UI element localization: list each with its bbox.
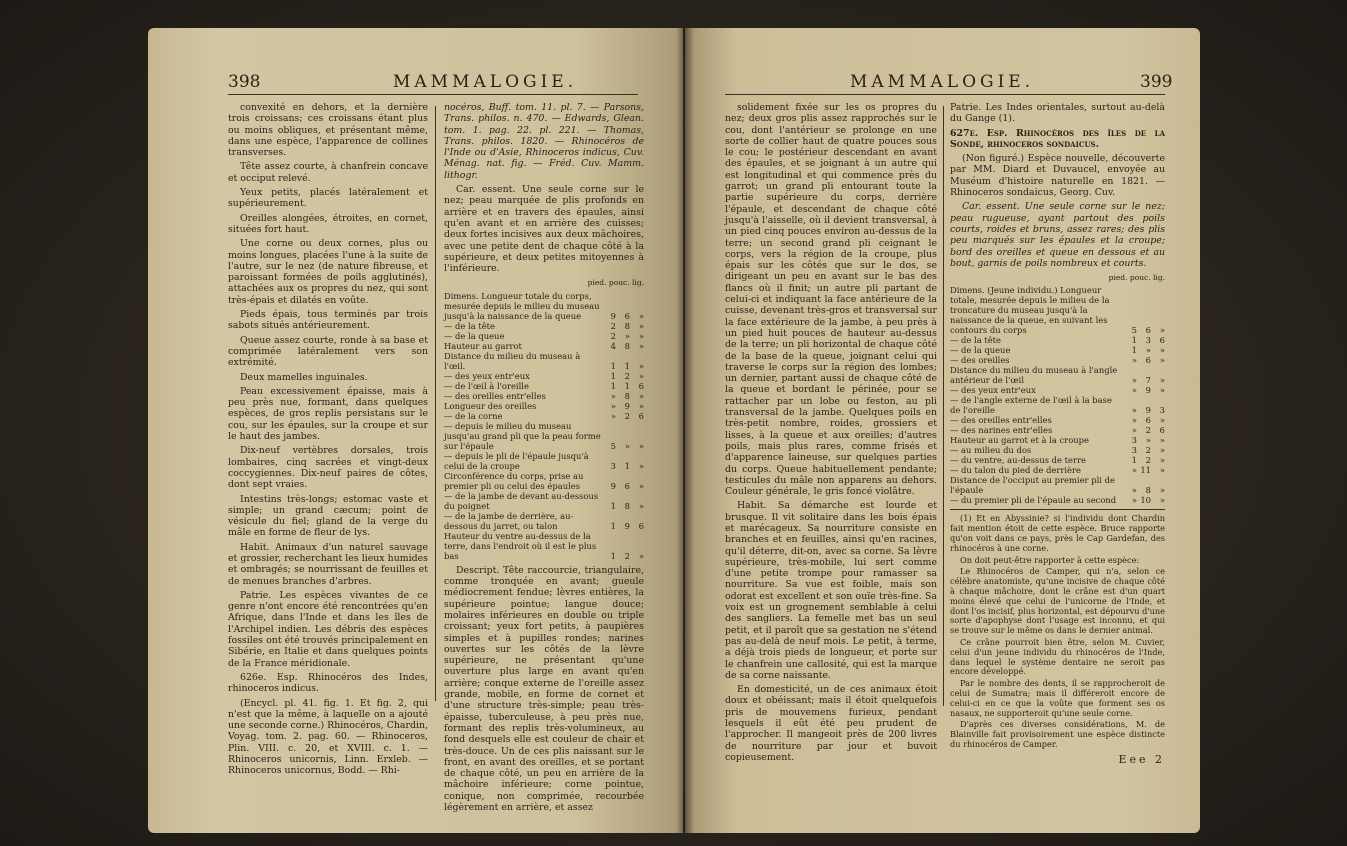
dimensions-table xyxy=(444,291,644,561)
paragraph: Deux mamelles inguinales. xyxy=(240,371,368,383)
dimensions-table xyxy=(950,285,1165,505)
dimension-row: — depuis le pli de l'épaule jusqu'à celui de la croupe 3 1 » xyxy=(444,450,644,471)
dimension-row: Circonférence du corps, prise au premier pli ou celui des épaules 9 6 » xyxy=(444,470,644,491)
dimension-units: pied. pouc. lig. xyxy=(1108,273,1165,283)
dimension-row: — de la tête 1 3 6 xyxy=(950,335,1165,346)
dimension-row: — des narines entr'elles » 2 6 xyxy=(950,425,1165,436)
left-page xyxy=(148,28,683,833)
description-text: Descript. Tête raccourcie, triangulaire, comme tronquée en avant; gueule médiocrement fendue; lèvres entières, la supérieure pointue; langue douce; molaires inférieures en double ou triple croissant; yeux fort petits, à paupières simples et à pupilles rondes; narines ouvertes sur les côtés de la lèvre supérieure, ne présentant qu'une ouverture plus large en avant qu'en arrière; conque externe de l'oreille assez grande, mobile, en forme de cornet et d'une structure très-simple; peau très-épaisse, tuberculeuse, à peu près nue, formant des replis très-volumineux, au fond desquels elle est couleur de chair et très-douce. Un de ces plis naissant sur le front, en avant des oreilles, et se portant de chaque côté, un peu en arrière de la mâchoire inférieure; corne pointue, conique, non comprimée, recourbée légèrement en arrière, et assez xyxy=(444,564,644,813)
dimension-row: — des yeux entr'eux » 9 » xyxy=(950,385,1165,396)
right-page xyxy=(685,28,1200,833)
dimension-row: — des oreilles entr'elles » 8 » xyxy=(444,390,644,401)
species-note: (Non figuré.) Espèce nouvelle, découverte par MM. Diard et Duvaucel, envoyée au Muséum d'histoire naturelle en 1821. — Rhinoceros sondaicus, Georg. Cuv. xyxy=(950,153,1165,199)
footnote-paragraph: D'après ces diverses considérations, M. de Blainville fait provisoirement une espèce distincte du rhinocéros de Camper. xyxy=(950,719,1165,749)
book-gutter xyxy=(676,28,694,833)
paragraph: (Encycl. pl. 41. fig. 1. Et fig. 2, qui n'est que la même, à laquelle on a ajouté une seconde corne.) Rhinocéros, Chardin, Voyag. tom. 2. pag. 60. — Rhinoceros, Plin. VIII. c. 20, et XVIII. c. 1. — Rhinoceros unicornis, Linn. Erxleb. — Rhinoceros unicornus, Bodd. — Rhi- xyxy=(228,697,428,777)
footnote-rule xyxy=(950,509,1165,510)
dimension-row: — du talon du pied de derrière » 11 » xyxy=(950,465,1165,476)
paragraph: solidement fixée sur les os propres du nez; deux gros plis assez rapprochés sur le cou, dont l'antérieur se prolonge en une sorte de collier haut de quatre pouces sous le cou; le postérieur descendant en avant des épaules, et se joignant à un autre qui est longitudinal et qui commence près du garrot; un grand pli entourant toute la partie supérieure du corps, derrière l'épaule, et descendant de chaque côté jusqu'à l'aisselle, où il devient transversal, à un pied cinq pouces environ au-dessus de la terre; un second grand pli ceignant le corps, vers la région de la croupe, plus épais sur les côtés que sur le dos, se dirigeant un peu en avant sur le bas des flancs où il finit; un autre pli partant de celui-ci et indiquant la face antérieure de la cuisse, devenant très-gros et transversal sur la face extérieure de la jambe, à peu près à un pied huit pouces de hauteur au-dessus de la terre; un pli horizontal de chaque côté de la base de la queue, joignant celui qui traverse le corps sur la région des lombes; un dernier, partant aussi de chaque côté de la queue et bordant le périnée, pour se rattacher par un lobe ou feston, au pli transversal de la jambe. Quelques poils en très-petit nombre, roides, grossiers et lisses, à la queue et aux oreilles; d'autres poils, mais plus rares, comme frisés et d'apparence laineuse, sur quelques parties du corps. Queue habituellement pendante; testicules du mâle non apparens au dehors. Couleur générale, le gris foncé violâtre. xyxy=(725,102,937,498)
paragraph: Une corne ou deux cornes, plus ou moins longues, placées l'une à la suite de l'autre, sur le nez (de nature fibreuse, et paroissant formées de poils agglutinés), attachées aux os propres du nez, qui sont très-épais et dilatés en voûte. xyxy=(228,238,428,306)
paragraph: Queue assez courte, ronde à sa base et comprimée latéralement vers son extrémité. xyxy=(228,334,428,369)
footnote-paragraph: Le Rhinocéros de Camper, qui n'a, selon ce célèbre anatomiste, qu'une incisive de chaque côté à chaque mâchoire, dont le crâne est d'un quart moins élevé que celui de l'unicorne de l'Inde, et dont l'os incisif, plus horizontal, est dépourvu d'une sorte d'apophyse dont l'usage est inconnu, et qui se trouve sur le même os dans le dernier animal. xyxy=(950,566,1165,636)
synonymy-text: nocéros, Buff. tom. 11. pl. 7. — Parsons, Trans. philos. n. 470. — Edwards, Glean. tom. 1. pag. 22. pl. 221. — Thomas, Trans. philos. 1820. — Rhinocéros de l'Inde ou d'Asie, Rhinoceros indicus, Cuv. Ménag. nat. fig. — Fréd. Cuv. Mamm. lithogr. xyxy=(444,102,644,181)
left-column-2 xyxy=(444,102,644,816)
dimension-row: — depuis le milieu du museau jusqu'au grand pli que la peau forme sur l'épaule 5 » » xyxy=(444,420,644,451)
header-rule xyxy=(228,94,638,95)
dimension-row: Dimens. Longueur totale du corps, mesurée depuis le milieu du museau jusqu'à la naissance de la queue 9 6 » xyxy=(444,290,644,321)
footnote-paragraph: (1) Et en Abyssinie? si l'individu dont Chardin fait mention étoit de cette espèce. Bruce rapporte qu'on voit dans ce pays, près le Cap Gardefan, des rhinocéros à une corne. xyxy=(950,513,1165,553)
right-column-1 xyxy=(725,102,937,766)
footnote-paragraph: Par le nombre des dents, il se rapprocheroit de celui de Sumatra; mais il différeroit encore de celui-ci en ce que la voûte que forment ses os nasaux, ne supporteroit qu'une seule corne. xyxy=(950,678,1165,718)
dimension-row: — de l'œil à l'oreille 1 1 6 xyxy=(444,380,644,391)
signature-mark: Eee 2 xyxy=(1118,752,1165,766)
paragraph: Pieds épais, tous terminés par trois sabots situés antérieurement. xyxy=(228,309,428,332)
dimension-row: — de la queue 2 » » xyxy=(444,330,644,341)
dimension-row: — de l'angle externe de l'œil à la base de l'oreille » 9 3 xyxy=(950,395,1165,416)
dimension-row: Distance de l'occiput au premier pli de l'épaule » 8 » xyxy=(950,475,1165,496)
essential-characters: Car. essent. Une seule corne sur le nez; peau rugueuse, ayant partout des poils courts, roides et bruns, assez rares; des plis peu marqués sur les épaules et la croupe; bord des oreilles et queue en dessous et au bout, garnis de poils nombreux et courts. xyxy=(950,201,1165,269)
species-heading: 627e. Esp. Rhinocéros des îles de la Sonde, rhinoceros sondaicus. xyxy=(950,127,1165,150)
dimension-row: — au milieu du dos 3 2 » xyxy=(950,445,1165,456)
dimension-row: Hauteur du ventre au-dessus de la terre, dans l'endroit où il est le plus bas 1 2 » xyxy=(444,530,644,561)
dimension-units: pied. pouc. lig. xyxy=(587,278,644,288)
dimension-row: Dimens. (Jeune individu.) Longueur totale, mesurée depuis le milieu de la troncature du museau jusqu'à la naissance de la queue, en suivant les contours du corps 5 6 » xyxy=(950,285,1165,336)
dimension-row: Distance du milieu du museau à l'œil. 1 1 » xyxy=(444,350,644,371)
dimension-row: — des oreilles entr'elles » 6 » xyxy=(950,415,1165,426)
dimension-row: Hauteur au garrot 4 8 » xyxy=(444,340,644,351)
footnote-paragraph: On doit peut-être rapporter à cette espèce: xyxy=(960,554,1140,565)
dimension-row: — des oreilles » 6 » xyxy=(950,355,1165,366)
essential-characters: Car. essent. Une seule corne sur le nez; peau marquée de plis profonds en arrière et en travers des épaules, ainsi qu'en avant et en arrière des cuisses; deux fortes incisives aux deux mâchoires, avec une petite dent de chaque côté à la supérieure, et deux petites mitoyennes à l'inférieure. xyxy=(444,184,644,275)
page-number: 398 xyxy=(228,72,261,92)
header-rule xyxy=(725,94,1165,95)
dimension-row: — de la corne » 2 6 xyxy=(444,410,644,421)
paragraph: convexité en dehors, et la dernière trois croissans; ces croissans étant plus ou moins obliques, et présentant même, dans une espèce, l'apparence de collines transverses. xyxy=(228,102,428,159)
right-column-2 xyxy=(950,102,1165,765)
paragraph: Habit. Sa démarche est lourde et brusque. Il vit solitaire dans les bois épais et marécageux. Sa nourriture consiste en branches et en feuilles, ainsi qu'en racines, qu'il déterre, dit-on, avec sa corne. Sa lèvre supérieure, très-mobile, lui sert comme d'une petite trompe pour ramasser sa nourriture. Sa vue est foible, mais son odorat est excellent et son ouïe très-fine. Sa voix est un grognement semblable à celui des sangliers. La femelle met bas un seul petit, et il paroît que sa gestation ne s'étend pas au-delà de neuf mois. Le petit, à terme, a déjà trois pieds de longueur, et porte sur le chanfrein une callosité, qui est la marque de sa corne naissante. xyxy=(725,500,937,681)
dimension-row: — des yeux entr'eux 1 2 » xyxy=(444,370,644,381)
dimension-row: — du ventre, au-dessus de terre 1 2 » xyxy=(950,455,1165,466)
dimension-row: — du premier pli de l'épaule au second » 10 » xyxy=(950,495,1165,506)
paragraph: Patrie. Les espèces vivantes de ce genre n'ont encore été rencontrées qu'en Afrique, dans l'Inde et dans les îles de l'Archipel indien. Les débris des espèces fossiles ont été trouvés principalement en Sibérie, en Italie et dans quelques points de la France méridionale. xyxy=(228,589,428,669)
patrie-text: Patrie. Les Indes orientales, surtout au-delà du Gange (1). xyxy=(950,102,1165,125)
column-divider xyxy=(943,106,944,706)
paragraph: Yeux petits, placés latéralement et supérieurement. xyxy=(228,187,428,210)
column-divider xyxy=(435,106,436,701)
dimension-row: — de la jambe de derrière, au-dessous du jarret, ou talon 1 9 6 xyxy=(444,510,644,531)
paragraph: Intestins très-longs; estomac vaste et simple; un grand cæcum; point de vésicule du fiel; gland de la verge du mâle en forme de fleur de lys. xyxy=(228,493,428,539)
page-number: 399 xyxy=(1140,72,1173,92)
footnotes xyxy=(950,514,1165,749)
paragraph: Habit. Animaux d'un naturel sauvage et grossier, recherchant les lieux humides et ombragés; se nourrissant de feuilles et de menues branches d'arbres. xyxy=(228,541,428,587)
dimension-row: — de la queue 1 » » xyxy=(950,345,1165,356)
dimension-row: Distance du milieu du museau à l'angle antérieur de l'œil » 7 » xyxy=(950,365,1165,386)
paragraph: Dix-neuf vertèbres dorsales, trois lombaires, cinq sacrées et vingt-deux coccygiennes. Dix-neuf paires de côtes, dont sept vraies. xyxy=(228,445,428,491)
paragraph: Oreilles alongées, étroites, en cornet, situées fort haut. xyxy=(228,212,428,235)
paragraph: Peau excessivement épaisse, mais à peu près nue, formant, dans quelques espèces, de gros replis persistans sur le cou, sur les épaules, sur la croupe et sur le haut des jambes. xyxy=(228,385,428,443)
dimension-row: — de la jambe de devant au-dessous du poignet 1 8 » xyxy=(444,490,644,511)
dimension-row: Hauteur au garrot et à la croupe 3 » » xyxy=(950,435,1165,446)
paragraph: Tête assez courte, à chanfrein concave et occiput relevé. xyxy=(228,161,428,184)
footnote-paragraph: Ce crâne pourroit bien être, selon M. Cuvier, celui d'un jeune individu du rhinocéros de l'Inde, dans lequel le système dentaire ne seroit pas encore développé. xyxy=(950,637,1165,677)
left-column-1 xyxy=(228,102,428,780)
paragraph: 626e. Esp. Rhinocéros des Indes, rhinoceros indicus. xyxy=(228,671,428,695)
dimension-row: — de la tête 2 8 » xyxy=(444,320,644,331)
running-head: MAMMALOGIE. xyxy=(393,72,578,92)
dimension-row: Longueur des oreilles » 9 » xyxy=(444,400,644,411)
running-head: MAMMALOGIE. xyxy=(850,72,1035,92)
paragraph: En domesticité, un de ces animaux étoit doux et obéissant; mais il étoit quelquefois pris de mouvemens furieux, pendant lesquels il eût été peu prudent de l'approcher. Il mangeoit près de 200 livres de nourriture par jour et buvoit copieusement. xyxy=(725,684,937,763)
